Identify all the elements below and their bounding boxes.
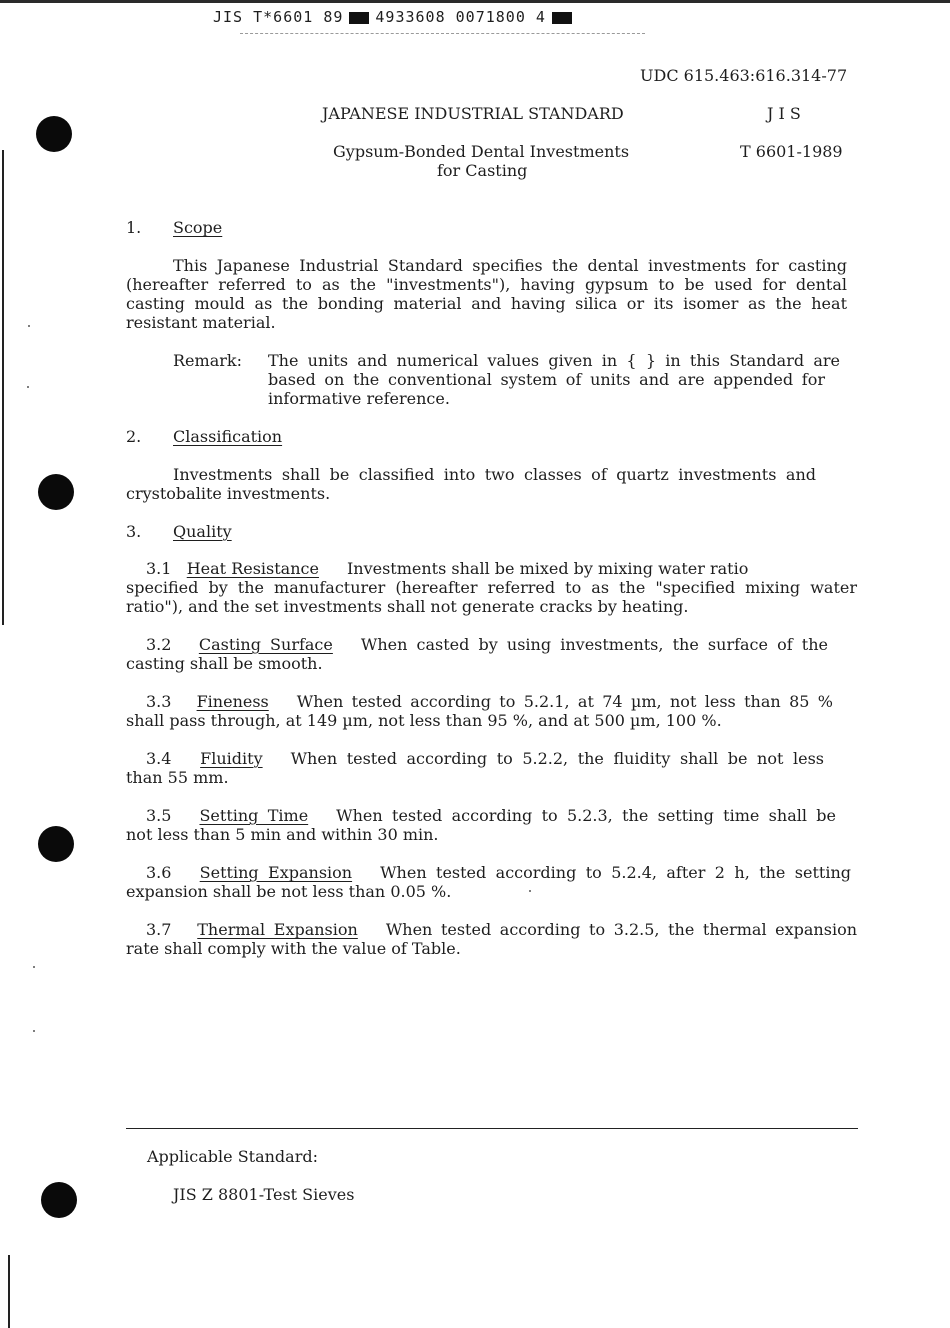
clause-first-line: [146, 806, 836, 825]
section-3-title: Quality: [173, 522, 232, 541]
section-1-title: Scope: [173, 218, 223, 237]
binder-hole-1: [36, 116, 72, 152]
clause-first-line: [146, 920, 857, 939]
jis-mark: J I S: [767, 104, 801, 123]
scan-header-middle: 4933608 0071800 4: [375, 8, 546, 26]
clause-text: When tested according to 3.2.5, the thermal expansion: [385, 920, 858, 939]
clause-first-line: [146, 749, 824, 768]
scan-edge-line-bottom: [8, 1255, 10, 1328]
title-line-1: Gypsum-Bonded Dental Investments: [333, 142, 630, 161]
clause-title: Fluidity: [200, 749, 263, 768]
clause-title: Setting Expansion: [199, 863, 353, 882]
scan-speck: [33, 966, 35, 968]
clause-title: Casting Surface: [198, 635, 333, 654]
section-2-title: Classification: [173, 427, 283, 446]
text-line: based on the conventional system of units and are appended for: [268, 370, 825, 389]
clause-text: Investments shall be mixed by mixing water ratio: [346, 559, 749, 578]
clause-number: 3.5: [146, 806, 172, 825]
title-line-2: for Casting: [437, 161, 528, 180]
clause-3-4: [126, 749, 824, 787]
text-line: This Japanese Industrial Standard specifies the dental investments for casting: [173, 256, 847, 275]
clause-number: 3.7: [146, 920, 172, 939]
text-line: shall pass through, at 149 µm, not less than 95 %, and at 500 µm, 100 %.: [126, 711, 722, 730]
scan-header-code: [213, 8, 578, 26]
text-line: specified by the manufacturer (hereafter referred to as the "specified mixing water: [126, 578, 857, 597]
clause-number: 3.1: [146, 559, 172, 578]
clause-title: Fineness: [196, 692, 269, 711]
section-1-paragraph: [126, 256, 847, 332]
clause-title: Thermal Expansion: [197, 920, 358, 939]
scan-speck: [33, 1030, 35, 1032]
section-3-number: 3.: [126, 522, 142, 541]
binder-hole-3: [38, 826, 74, 862]
clause-first-line: [146, 863, 851, 882]
clause-title: Heat Resistance: [186, 559, 319, 578]
text-line: rate shall comply with the value of Table.: [126, 939, 461, 958]
text-line: informative reference.: [268, 389, 450, 408]
udc-number: UDC 615.463:616.314-77: [640, 66, 848, 85]
scan-header-left: JIS T*6601 89: [213, 8, 344, 26]
scan-speck: [27, 386, 29, 388]
clause-text: When tested according to 5.2.4, after 2 h, the setting: [380, 863, 851, 882]
clause-3-6: [126, 863, 851, 901]
footer-label: Applicable Standard:: [147, 1147, 318, 1166]
text-line: (hereafter referred to as the "investments"), having gypsum to be used for dental: [126, 275, 847, 294]
footer-rule: [126, 1128, 858, 1129]
text-line: crystobalite investments.: [126, 484, 331, 503]
clause-first-line: [146, 692, 833, 711]
text-line: ratio"), and the set investments shall not generate cracks by heating.: [126, 597, 689, 616]
clause-text: When tested according to 5.2.2, the fluidity shall be not less: [290, 749, 824, 768]
clause-3-7: [126, 920, 857, 958]
footer-standard: JIS Z 8801-Test Sieves: [173, 1185, 355, 1204]
clause-text: When casted by using investments, the surface of the: [360, 635, 828, 654]
clause-3-3: [126, 692, 833, 730]
scan-header-dashes: [240, 33, 645, 34]
clause-title: Setting Time: [199, 806, 309, 825]
text-line: casting shall be smooth.: [126, 654, 323, 673]
clause-text: When tested according to 5.2.1, at 74 µm, not less than 85 %: [296, 692, 834, 711]
remark-label: Remark:: [173, 351, 242, 370]
clause-first-line: [146, 635, 828, 654]
clause-number: 3.3: [146, 692, 172, 711]
scan-header-block-1: [349, 12, 369, 24]
text-line: than 55 mm.: [126, 768, 229, 787]
standard-type: JAPANESE INDUSTRIAL STANDARD: [322, 104, 624, 123]
text-line: not less than 5 min and within 30 min.: [126, 825, 439, 844]
binder-hole-4: [41, 1182, 77, 1218]
clause-number: 3.4: [146, 749, 172, 768]
scan-edge-line-top: [2, 150, 4, 625]
section-2-number: 2.: [126, 427, 142, 446]
clause-number: 3.6: [146, 863, 172, 882]
clause-3-1: [126, 559, 857, 616]
clause-3-2: [126, 635, 828, 673]
text-line: resistant material.: [126, 313, 276, 332]
text-line: casting mould as the bonding material and having silica or its isomer as the heat: [126, 294, 847, 313]
text-line: expansion shall be not less than 0.05 %.: [126, 882, 452, 901]
top-border-rule: [0, 0, 950, 3]
clause-number: 3.2: [146, 635, 172, 654]
scan-speck: [28, 325, 30, 327]
standard-number: T 6601-1989: [740, 142, 843, 161]
section-1-number: 1.: [126, 218, 142, 237]
binder-hole-2: [38, 474, 74, 510]
scan-header-block-2: [552, 12, 572, 24]
section-2-paragraph: [126, 465, 816, 503]
clause-first-line: [146, 559, 857, 578]
remark-paragraph: [268, 351, 840, 408]
clause-3-5: [126, 806, 836, 844]
text-line: Investments shall be classified into two classes of quartz investments and: [173, 465, 816, 484]
clause-text: When tested according to 5.2.3, the setting time shall be: [336, 806, 837, 825]
text-line: The units and numerical values given in { } in this Standard are: [268, 351, 840, 370]
